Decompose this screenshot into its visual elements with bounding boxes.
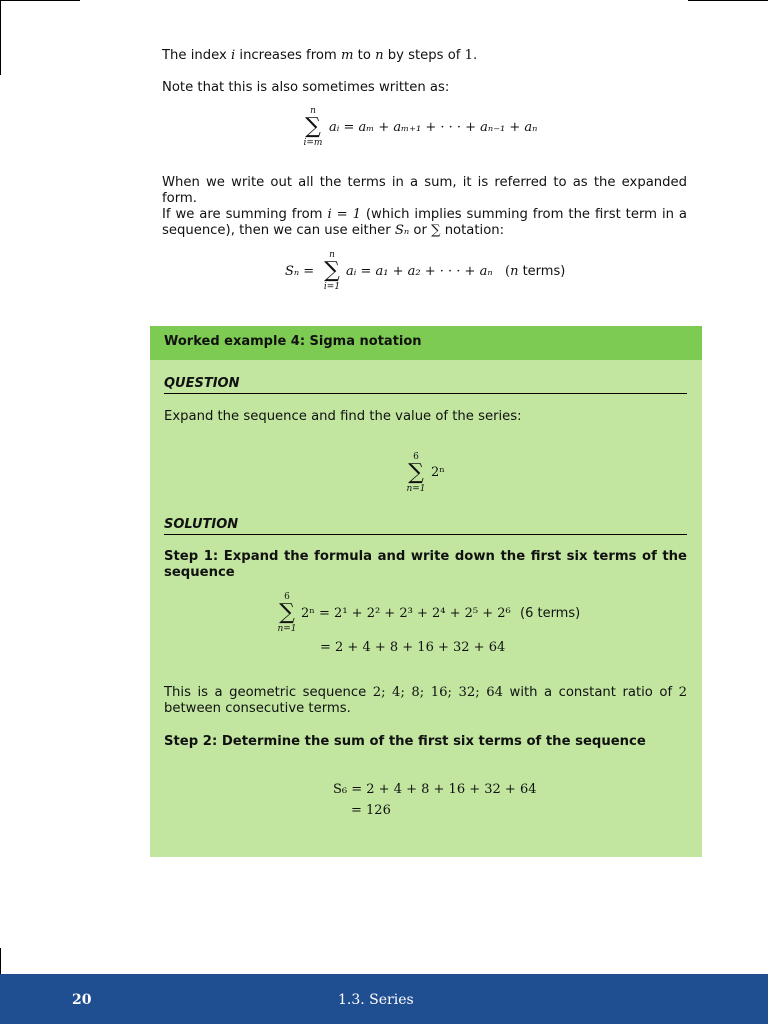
worked-example-title: Worked example 4: Sigma notation bbox=[164, 334, 422, 349]
question-sigma bbox=[403, 452, 429, 494]
expanded-form-text: When we write out all the terms in a sum, it is referred to as the expanded form. bbox=[162, 175, 687, 206]
sigma-lower-limit: i=m bbox=[303, 138, 323, 148]
solution-heading: SOLUTION bbox=[164, 517, 687, 535]
sigma-upper-limit: 6 bbox=[284, 592, 290, 602]
index-line: The index i increases from m to n by steps of 1. bbox=[162, 48, 478, 63]
geometric-sequence-text: This is a geometric sequence 2; 4; 8; 16; 32; 64 with a constant ratio of 2 between consecutive terms. bbox=[164, 685, 687, 716]
question-heading: QUESTION bbox=[164, 376, 687, 394]
step-2-line-1: S₆ = 2 + 4 + 8 + 16 + 32 + 64 bbox=[333, 782, 537, 797]
worked-example-header bbox=[150, 326, 702, 360]
crop-mark-top-left-vertical bbox=[0, 0, 1, 75]
page-footer bbox=[0, 974, 768, 1024]
step-1-sigma bbox=[274, 592, 300, 634]
step-1-line-2: = 2 + 4 + 8 + 16 + 32 + 64 bbox=[320, 640, 506, 655]
sigma-icon: ∑ bbox=[324, 258, 340, 283]
step-2-line-2: = 126 bbox=[351, 803, 391, 818]
sigma-icon: ∑ bbox=[305, 114, 321, 139]
equation-1-body: aᵢ = aₘ + aₘ₊₁ + · · · + aₙ₋₁ + aₙ bbox=[329, 120, 538, 135]
sigma-lower-limit: i=1 bbox=[323, 282, 341, 292]
sigma-equation-2 bbox=[319, 250, 345, 292]
question-sigma-body: 2ⁿ bbox=[431, 465, 445, 480]
step-1-line-1: 2ⁿ = 2¹ + 2² + 2³ + 2⁴ + 2⁵ + 2⁶ bbox=[301, 606, 511, 621]
step-2-heading: Step 2: Determine the sum of the first six terms of the sequence bbox=[164, 734, 646, 749]
sigma-icon: ∑ bbox=[279, 600, 295, 625]
sigma-icon: ∑ bbox=[408, 460, 424, 485]
crop-mark-top-left bbox=[0, 0, 80, 1]
equation-2-body: aᵢ = a₁ + a₂ + · · · + aₙ bbox=[346, 264, 493, 279]
sigma-upper-limit: 6 bbox=[413, 452, 419, 462]
equation-2-lhs: Sₙ = bbox=[285, 264, 315, 279]
crop-mark-bottom-left bbox=[0, 948, 1, 974]
step-1-heading: Step 1: Expand the formula and write down the first six terms of the sequence bbox=[164, 549, 687, 580]
question-text: Expand the sequence and find the value of the series: bbox=[164, 409, 522, 424]
section-label: 1.3. Series bbox=[338, 992, 414, 1008]
page-number: 20 bbox=[72, 992, 92, 1008]
summing-paragraph: If we are summing from i = 1 (which implies summing from the first term in a sequence), then we can use either Sₙ or ∑ notation: bbox=[162, 207, 687, 238]
worked-example-box bbox=[150, 326, 702, 857]
sigma-lower-limit: n=1 bbox=[277, 624, 297, 634]
step-1-terms-note: (6 terms) bbox=[520, 606, 581, 621]
sigma-lower-limit: n=1 bbox=[406, 484, 426, 494]
sigma-equation-1 bbox=[300, 106, 326, 148]
note-text: Note that this is also sometimes written as: bbox=[162, 80, 450, 95]
sigma-upper-limit: n bbox=[329, 250, 335, 260]
crop-mark-top-right bbox=[688, 0, 768, 1]
sigma-upper-limit: n bbox=[310, 106, 316, 116]
equation-2-note: (n terms) bbox=[505, 264, 566, 279]
